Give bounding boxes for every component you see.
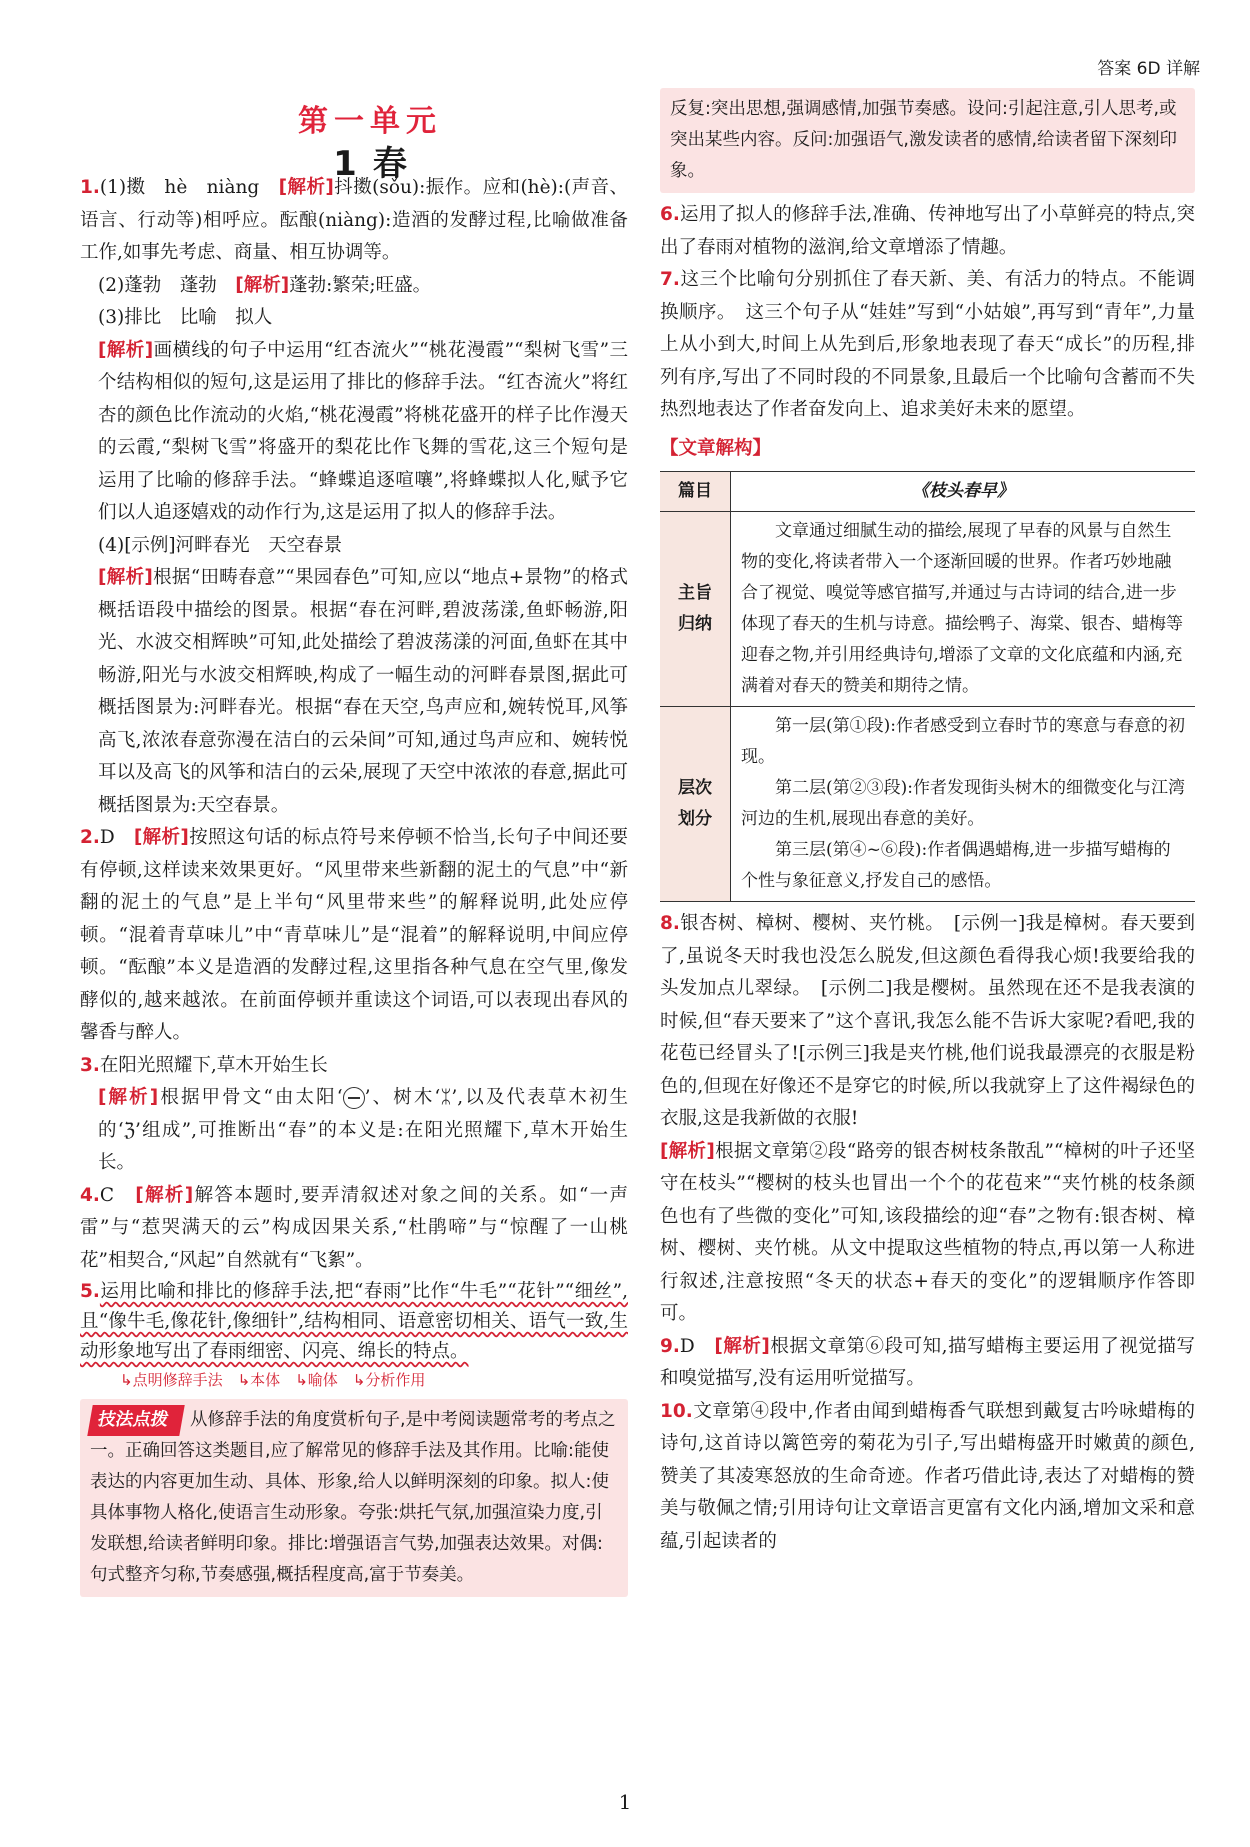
left-column (80, 172, 628, 1597)
analysis-tag: [解析] (278, 177, 334, 198)
theme-text: 文章通过细腻生动的描绘,展现了早春的风景与自然生物的变化,将读者带入一个逐渐回暖的世界。作者巧妙地融合了视觉、嗅觉等感官描写,并通过与古诗词的结合,进一步体现了春天的生机与诗意。描绘鸭子、海棠、银杏、蜡梅等迎春之物,并引用经典诗句,增添了文章的文化底蕴和内涵,充满着对春天的赞美和期待之情。 (731, 512, 1196, 707)
layers-cell (731, 707, 1196, 902)
analysis-tag: [解析] (714, 1335, 770, 1357)
q5-note-2: 本体 (250, 1371, 281, 1389)
sun-glyph-icon (343, 1087, 365, 1109)
q10-answer: 文章第④段中,作者由闻到蜡梅香气联想到戴复古吟咏蜡梅的诗句,这首诗以篱笆旁的菊花为引子,写出蜡梅盛开时嫩黄的颜色,赞美了其凌寒怒放的生命奇迹。作者巧借此诗,表达了对蜡梅的赞美与敬佩之情;引用诗句让文章语言更富有文化内涵,增加文采和意蕴,引起读者的 (660, 1400, 1195, 1552)
q8-answer: 银杏树、樟树、樱树、夹竹桃。 [示例一]我是樟树。春天要到了,虽说冬天时我也没怎么脱发,但这颜色看得我心烦!我要给我的头发加点儿翠绿。 [示例二]我是樱树。虽然现在还不是我表演的时候,但“春天要来了”这个喜讯,我怎么能不告诉大家呢?看吧,我的花苞已经冒头了![示例三]我是夹竹桃,他们说我最漂亮的衣服是粉色的,但现在好像还不是穿它的时候,所以我就穿上了这件褐绿色的衣服,这是我新做的衣服! (660, 913, 1195, 1129)
q1-analysis-3 (80, 335, 628, 530)
q8-number: 8. (660, 913, 680, 934)
q5-note-4: 分析作用 (365, 1371, 426, 1389)
analysis-tag: [解析] (660, 1140, 715, 1162)
q4 (80, 1180, 628, 1278)
tip-text: 从修辞手法的角度赏析句子,是中考阅读题常考的考点之一。正确回答这类题目,应了解常见的修辞手法及其作用。比喻:能使表达的内容更加生动、具体、形象,给人以鲜明深刻的印象。拟人:使具体事物人格化,使语言生动形象。夸张:烘托气氛,加强渲染力度,引发联想,给读者鲜明印象。排比:增强语言气势,加强表达效果。对偶:句式整齐匀称,节奏感强,概括程度高,富于节奏美。 (90, 1410, 616, 1585)
page-number: 1 (618, 1790, 632, 1814)
q3-text-4: ’组成”,可推断出“春”的本义是:在阳光照耀下,草木开始生长。 (98, 1119, 628, 1173)
q1-analysis-3-text: 画横线的句子中运用“红杏流火”“桃花漫霞”“梨树飞雪”三个结构相似的短句,这是运用了排比的修辞手法。“红杏流火”将红杏的颜色比作流动的火焰,“桃花漫霞”将桃花盛开的样子比作漫天的云霞,“梨树飞雪”将盛开的梨花比作飞舞的雪花,这三个短句是运用了比喻的修辞手法。“蜂蝶追逐喧嚷”,将蜂蝶拟人化,赋予它们以人追逐嬉戏的动作行为,这是运用了拟人的修辞手法。 (98, 339, 628, 523)
q5-answer: 运用比喻和排比的修辞手法,把“春雨”比作“牛毛”“花针”“细丝”,且“像牛毛,像花针,像细针”,结构相同、语意密切相关、语气一致,生动形象地写出了春雨细密、闪亮、绵长的特点。 (80, 1281, 628, 1362)
q1-part2 (80, 270, 628, 303)
tip-badge: 技法点拨 (87, 1405, 184, 1436)
q5-number: 5. (80, 1281, 100, 1302)
tree-glyph-icon: ᛯ (440, 1087, 452, 1108)
layer-3: 第三层(第④~⑥段):作者偶遇蜡梅,进一步描写蜡梅的个性与象征意义,抒发自己的感悟。 (741, 840, 1171, 891)
q1-answer-2: (2)蓬勃 蓬勃 (98, 274, 217, 296)
q1-number: 1. (80, 177, 100, 198)
q3-answer: 在阳光照耀下,草木开始生长 (99, 1054, 328, 1076)
right-column (660, 88, 1195, 1558)
q2 (80, 822, 628, 1050)
q1-part1 (80, 172, 628, 270)
q4-answer: C (99, 1184, 115, 1206)
q1-part3: (3)排比 比喻 拟人 (98, 307, 273, 328)
analysis-tag: [解析] (133, 827, 189, 848)
analysis-tag: [解析] (98, 567, 153, 588)
q9-number: 9. (660, 1335, 680, 1357)
q1-analysis-2: 蓬勃:繁荣;旺盛。 (289, 274, 432, 296)
analysis-tag: [解析] (235, 274, 290, 296)
layer-1: 第一层(第①段):作者感受到立春时节的寒意与春意的初现。 (741, 716, 1185, 767)
q5-note-3: 喻体 (307, 1371, 338, 1389)
row-key-theme: 主旨归纳 (660, 512, 731, 707)
q5-note-1: 点明修辞手法 (132, 1371, 223, 1389)
q8 (660, 908, 1195, 1136)
q1-analysis-1: 抖擞(sǒu):振作。应和(hè):(声音、语言、行动等)相呼应。酝酿(niàng):造酒的发酵过程,比喻做准备工作,如事先考虑、商量、相互协调等。 (80, 177, 629, 263)
structure-heading: 【文章解构】 (660, 437, 772, 459)
q7-answer: 这三个比喻句分别抓住了春天新、美、有活力的特点。不能调换顺序。 这三个句子从“娃娃”写到“小姑娘”,再写到“青年”,力量上从小到大,时间上从先到后,形象地表现了春天“成长”的历程,排列有序,写出了不同时段的不同景象,且最后一个比喻句含蓄而不失热烈地表达了作者奋发向上、追求美好未来的愿望。 (660, 269, 1195, 420)
page-header: 答案 6D 详解 (1097, 59, 1200, 79)
q2-number: 2. (80, 827, 100, 848)
q1-answer-1: (1)擞 hè niàng (99, 177, 260, 198)
q1-analysis-4-text: 根据“田畴春意”“果园春色”可知,应以“地点+景物”的格式概括语段中描绘的图景。根据“春在河畔,碧波荡漾,鱼虾畅游,阳光、水波交相辉映”可知,此处描绘了碧波荡漾的河面,鱼虾在其中畅游,阳光与水波交相辉映,构成了一幅生动的河畔春景图,据此可概括图景为:河畔春光。根据“春在天空,鸟声应和,婉转悦耳,风筝高飞,浓浓春意弥漫在洁白的云朵间”可知,通过鸟声应和、婉转悦耳以及高飞的风筝和洁白的云朵,展现了天空中浓浓的春意,据此可概括图景为:天空春景。 (98, 567, 628, 816)
q3 (80, 1050, 628, 1083)
article-title: 《枝头春早》 (731, 472, 1196, 512)
q6 (660, 199, 1195, 264)
structure-table (660, 471, 1195, 902)
q2-analysis: 按照这句话的标点符号来停顿不恰当,长句子中间还要有停顿,这样读来效果更好。“风里带来些新翻的泥土的气息”中“新翻的泥土的气息”是上半句“风里带来些”的解释说明,此处应停顿。“混着青草味儿”中“青草味儿”是“混着”的解释说明,中间应停顿。“酝酿”本义是造酒的发酵过程,这里指各种气息在空气里,像发酵似的,越来越浓。在前面停顿并重读这个词语,可以表现出春风的馨香与醉人。 (80, 827, 628, 1043)
layer-2: 第二层(第②③段):作者发现街头树木的细微变化与江湾河边的生机,展现出春意的美好。 (741, 778, 1185, 829)
analysis-tag: [解析] (98, 1087, 159, 1108)
q5 (80, 1277, 628, 1367)
q9-answer: D (679, 1335, 695, 1357)
sprout-glyph-icon: ℨ (123, 1119, 136, 1141)
technique-tip (80, 1399, 628, 1597)
q4-number: 4. (80, 1184, 100, 1206)
q3-number: 3. (80, 1054, 100, 1076)
row-key-layers: 层次划分 (660, 707, 731, 902)
q10 (660, 1396, 1195, 1559)
q3-text-2: ’、树木‘ (364, 1087, 441, 1108)
q8-analysis (660, 1136, 1195, 1331)
unit-title: 第一单元 (298, 104, 442, 139)
q9-analysis: 根据文章第⑥段可知,描写蜡梅主要运用了视觉描写和嗅觉描写,没有运用听觉描写。 (660, 1335, 1195, 1389)
analysis-tag: [解析] (135, 1184, 194, 1206)
q3-text-1: 根据甲骨文“由太阳‘ (158, 1087, 343, 1108)
q8-analysis-text: 根据文章第②段“路旁的银杏树枝条散乱”“樟树的叶子还坚守在枝头”“樱树的枝头也冒出一个个的花苞来”“夹竹桃的枝条颜色也有了些微的变化”可知,该段描绘的迎“春”之物有:银杏树、樟树、樱树、夹竹桃。从文中提取这些植物的特点,再以第一人称进行叙述,注意按照“冬天的状态+春天的变化”的逻辑顺序作答即可。 (660, 1140, 1195, 1324)
row-key-title: 篇目 (660, 472, 731, 512)
q1-part4: (4)[示例]河畔春光 天空春景 (98, 534, 343, 556)
q3-analysis (80, 1082, 628, 1180)
q3-text-3: ’,以及代表草木初生的‘ (98, 1087, 629, 1141)
q1-analysis-4 (80, 562, 628, 822)
lesson-number: 1 (333, 144, 357, 184)
q2-answer: D (99, 827, 115, 848)
q7 (660, 264, 1195, 427)
q6-number: 6. (660, 204, 680, 225)
lesson-name: 春 (372, 144, 407, 184)
technique-tip-continued: 反复:突出思想,强调感情,加强节奏感。设问:引起注意,引人思考,或突出某些内容。反问:加强语气,激发读者的感情,给读者留下深刻印象。 (660, 88, 1195, 193)
q7-number: 7. (660, 269, 680, 290)
analysis-tag: [解析] (98, 339, 154, 361)
q4-analysis: 解答本题时,要弄清叙述对象之间的关系。如“一声雷”与“惹哭满天的云”构成因果关系,“杜鹃啼”与“惊醒了一山桃花”相契合,“风起”自然就有“飞絮”。 (80, 1184, 628, 1271)
q5-annotations: ↳点明修辞手法 ↳本体 ↳喻体 ↳分析作用 (120, 1371, 426, 1389)
q9 (660, 1331, 1195, 1396)
q10-number: 10. (660, 1400, 693, 1422)
q6-answer: 运用了拟人的修辞手法,准确、传神地写出了小草鲜亮的特点,突出了春雨对植物的滋润,给文章增添了情趣。 (660, 204, 1195, 258)
